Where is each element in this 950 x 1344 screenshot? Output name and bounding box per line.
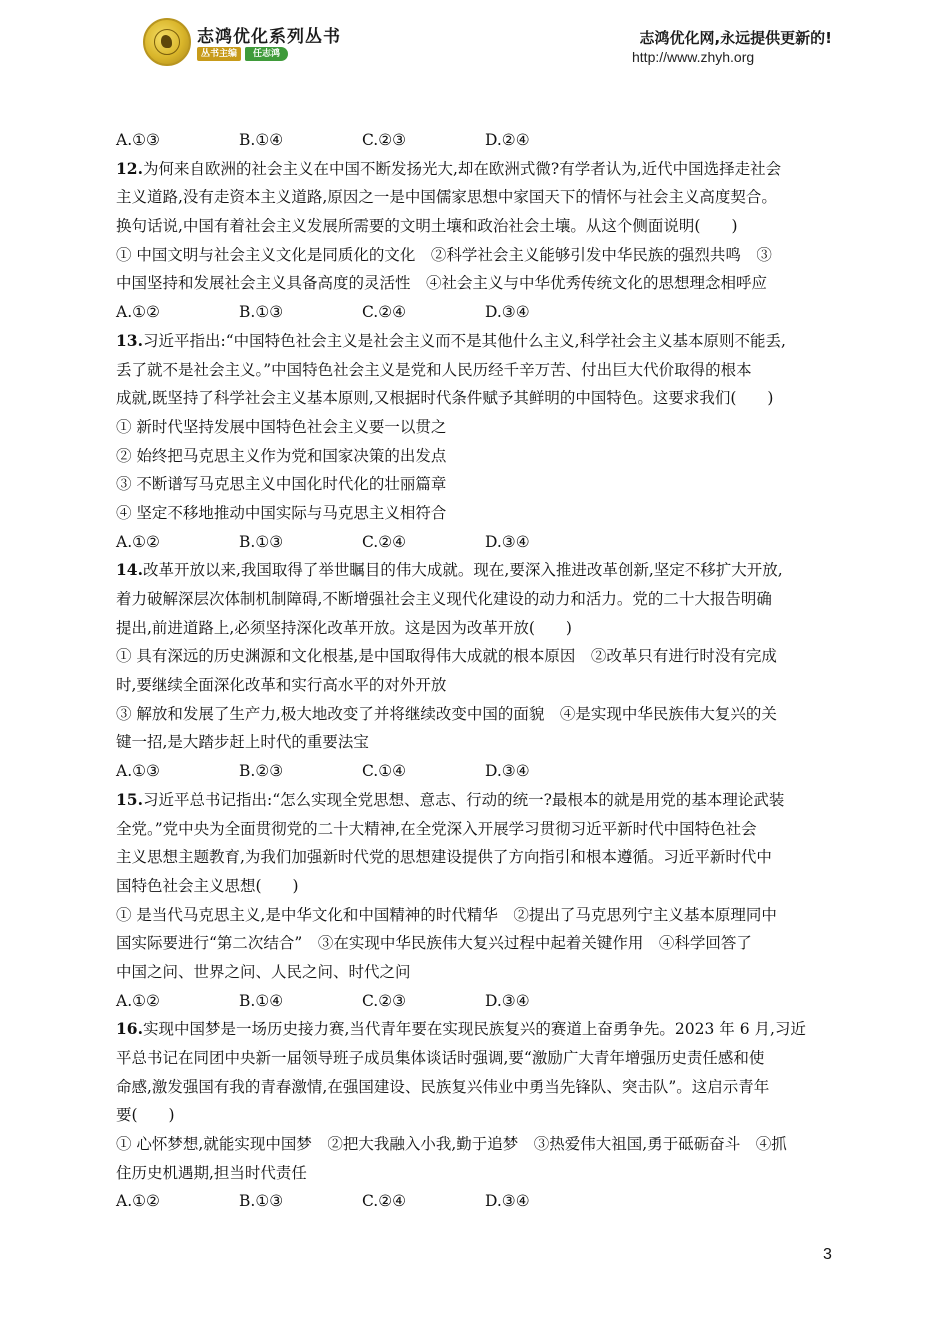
q16-stem-line: 要( ) <box>116 1106 175 1125</box>
q14-stem-line: 着力破解深层次体制机制障碍,不断增强社会主义现代化建设的动力和活力。党的二十大报告明确 <box>116 590 772 608</box>
q13-statement: ② 始终把马克思主义作为党和国家决策的出发点 <box>116 446 447 465</box>
q15-number: 15. <box>116 789 143 809</box>
q14-statement-line: 时,要继续全面深化改革和实行高水平的对外开放 <box>116 676 447 695</box>
q15-statement-line: 国实际要进行“第二次结合” ③在实现中华民族伟大复兴过程中起着关键作用 ④科学回答了 <box>116 934 752 953</box>
q13-stem-line: 丢了就不是社会主义。”中国特色社会主义是党和人民历经千辛万苦、付出巨大代价取得的根本 <box>116 360 752 379</box>
q11-options <box>116 126 836 155</box>
q13-stem-line: 成就,既坚持了科学社会主义基本原则,又根据时代条件赋予其鲜明的中国特色。这要求我们( ) <box>116 389 774 408</box>
q12-stem-line: 12.为何来自欧洲的社会主义在中国不断发扬光大,却在欧洲式微?有学者认为,近代中国选择走社会 <box>116 158 782 178</box>
option-b: B.①③ <box>239 303 284 322</box>
q13-statement: ③ 不断谱写马克思主义中国化时代化的壮丽篇章 <box>116 475 447 494</box>
q15-stem-line: 国特色社会主义思想( ) <box>116 876 299 895</box>
page-number: 3 <box>823 1246 832 1263</box>
option-b: B.①③ <box>239 1192 284 1211</box>
option-d: D.③④ <box>485 303 530 322</box>
q16-stem-line: 命感,激发强国有我的青春激情,在强国建设、民族复兴伟业中勇当先锋队、突击队”。这启示青年 <box>116 1077 770 1096</box>
q16-statement-line: ① 心怀梦想,就能实现中国梦 ②把大我融入小我,勤于追梦 ③热爱伟大祖国,勇于砥砺奋斗 ④抓 <box>116 1135 787 1154</box>
editor-label: 丛书主编 <box>197 47 241 61</box>
q12-statement-line: ① 中国文明与社会主义文化是同质化的文化 ②科学社会主义能够引发中华民族的强烈共鸣 ③ <box>116 245 772 264</box>
q13-statement: ① 新时代坚持发展中国特色社会主义要一以贯之 <box>116 417 447 436</box>
site-url[interactable]: http://www.zhyh.org <box>632 49 755 65</box>
q12-statement-line: 中国坚持和发展社会主义具备高度的灵活性 ④社会主义与中华优秀传统文化的思想理念相呼应 <box>116 274 768 293</box>
option-a: A.①② <box>116 1192 160 1211</box>
q16-statement-line: 住历史机遇期,担当时代责任 <box>116 1163 307 1182</box>
option-a: A.①③ <box>116 762 160 781</box>
option-a: A.①② <box>116 532 160 551</box>
q14-statement-line: ③ 解放和发展了生产力,极大地改变了并将继续改变中国的面貌 ④是实现中华民族伟大复兴的关 <box>116 704 777 723</box>
q14-stem-line: 提出,前进道路上,必须坚持深化改革开放。这是因为改革开放( ) <box>116 618 572 637</box>
option-d: D.③④ <box>485 762 530 781</box>
q15-stem-line: 15.习近平总书记指出:“怎么实现全党思想、意志、行动的统一?最根本的就是用党的基本理论武装 <box>116 789 785 809</box>
option-c: C.②④ <box>362 1192 407 1211</box>
option-c: C.①④ <box>362 762 407 781</box>
option-d: D.③④ <box>485 1192 530 1211</box>
q13-stem-line: 13.习近平指出:“中国特色社会主义是社会主义而不是其他什么主义,科学社会主义基本原则不能丢, <box>116 330 786 350</box>
option-a: A.①③ <box>116 131 160 149</box>
brand-title: 志鸿优化系列丛书 <box>197 27 341 47</box>
brand-subtitle <box>197 47 288 61</box>
q12-stem-line: 换句话说,中国有着社会主义发展所需要的文明土壤和政治社会土壤。从这个侧面说明( ) <box>116 217 738 236</box>
option-c: C.②③ <box>362 131 407 149</box>
q15-statement-line: 中国之问、世界之问、人民之问、时代之问 <box>116 962 411 981</box>
q16-stem-line: 平总书记在同团中央新一届领导班子成员集体谈话时强调,要“激励广大青年增强历史责任感和使 <box>116 1049 765 1067</box>
question-content <box>116 126 836 1216</box>
q12-number: 12. <box>116 158 143 178</box>
q15-stem-line: 主义思想主题教育,为我们加强新时代党的思想建设提供了方向指引和根本遵循。习近平新时代中 <box>116 848 772 867</box>
option-c: C.②④ <box>362 532 407 551</box>
q13-statement: ④ 坚定不移地推动中国实际与马克思主义相符合 <box>116 503 447 522</box>
q13-options <box>116 528 836 557</box>
option-d: D.③④ <box>485 991 530 1010</box>
q15-stem-line: 全党。”党中央为全面贯彻党的二十大精神,在全党深入开展学习贯彻习近平新时代中国特色社会 <box>116 819 757 838</box>
page-header <box>0 0 950 80</box>
q14-stem-line: 14.改革开放以来,我国取得了举世瞩目的伟大成就。现在,要深入推进改革创新,坚定不移扩大开放, <box>116 560 783 580</box>
q12-options <box>116 298 836 327</box>
option-b: B.②③ <box>239 762 284 781</box>
option-d: D.③④ <box>485 532 530 551</box>
editor-name: 任志鸿 <box>245 47 288 61</box>
option-b: B.①④ <box>239 131 284 149</box>
q14-statement-line: 键一招,是大踏步赶上时代的重要法宝 <box>116 733 369 752</box>
q14-statement-line: ① 具有深远的历史渊源和文化根基,是中国取得伟大成就的根本原因 ②改革只有进行时没有完成 <box>116 647 777 666</box>
q12-stem-line: 主义道路,没有走资本主义道路,原因之一是中国儒家思想中家国天下的情怀与社会主义高度契合。 <box>116 188 777 207</box>
brand-logo-icon <box>143 18 191 66</box>
option-a: A.①② <box>116 991 160 1010</box>
option-c: C.②④ <box>362 303 407 322</box>
option-b: B.①③ <box>239 532 284 551</box>
q14-number: 14. <box>116 560 143 580</box>
q16-options <box>116 1187 836 1216</box>
option-d: D.②④ <box>485 131 530 149</box>
q15-statement-line: ① 是当代马克思主义,是中华文化和中国精神的时代精华 ②提出了马克思列宁主义基本原理同中 <box>116 905 777 924</box>
q16-stem-line: 16.实现中国梦是一场历史接力赛,当代青年要在实现民族复兴的赛道上奋勇争先。2023 年 6 月,习近 <box>116 1019 806 1039</box>
site-slogan: 志鸿优化网,永远提供更新的! <box>639 29 832 47</box>
option-a: A.①② <box>116 303 160 322</box>
option-c: C.②③ <box>362 991 407 1010</box>
q13-number: 13. <box>116 330 143 350</box>
option-b: B.①④ <box>239 991 284 1010</box>
q15-options <box>116 987 836 1016</box>
q14-options <box>116 757 836 786</box>
q16-number: 16. <box>116 1019 143 1039</box>
